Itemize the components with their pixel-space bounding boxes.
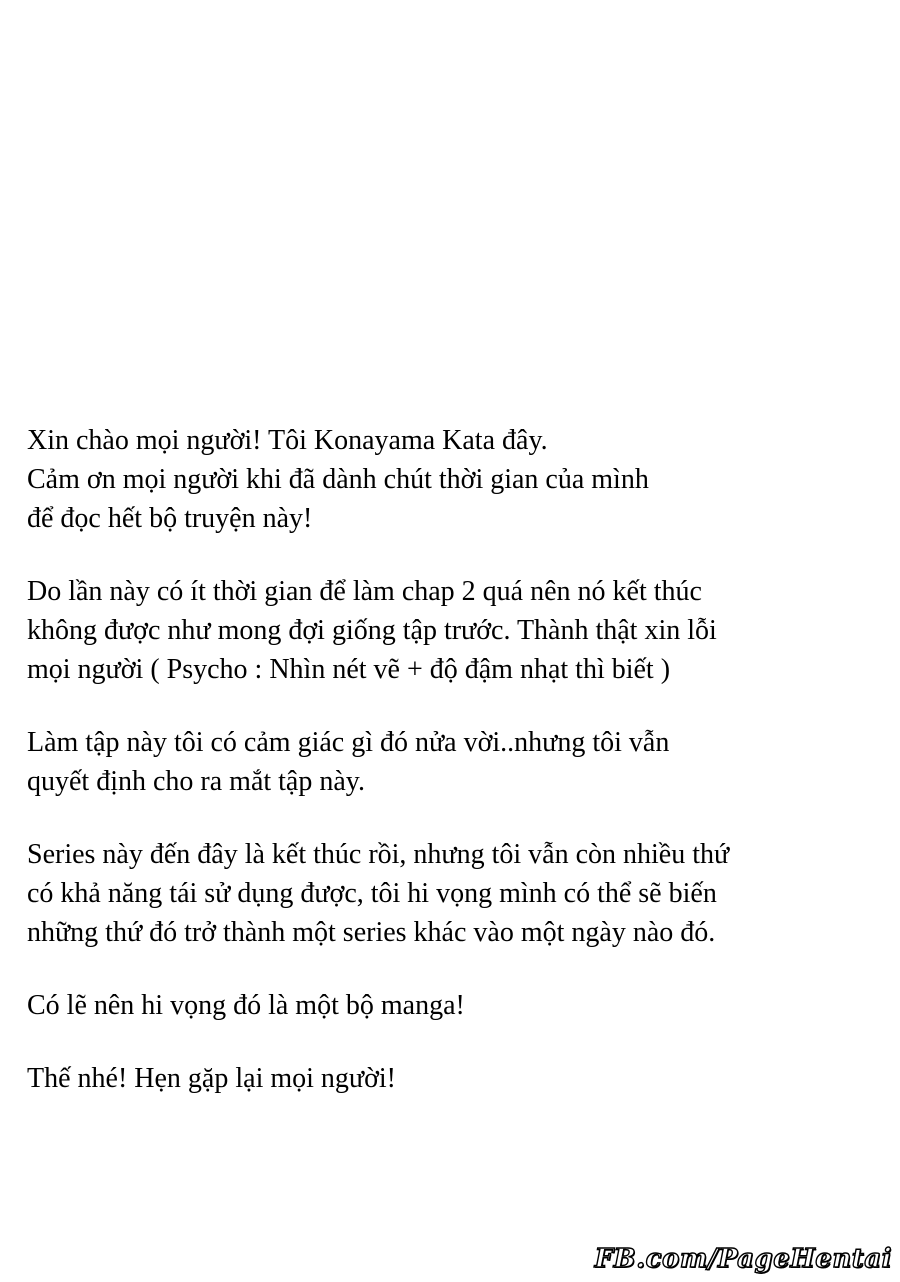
text-line: mọi người ( Psycho : Nhìn nét vẽ + độ đậm nhạt thì biết ) (27, 654, 671, 685)
text-line: quyết định cho ra mắt tập này. (27, 766, 365, 797)
text-line: Cảm ơn mọi người khi đã dành chút thời gian của mình (27, 464, 649, 495)
text-line: Do lần này có ít thời gian để làm chap 2 quá nên nó kết thúc (27, 576, 702, 607)
text-line: Có lẽ nên hi vọng đó là một bộ manga! (27, 990, 465, 1021)
text-line: Xin chào mọi người! Tôi Konayama Kata đây. (27, 425, 548, 456)
text-line: Làm tập này tôi có cảm giác gì đó nửa vời..nhưng tôi vẫn (27, 727, 670, 758)
text-line: có khả năng tái sử dụng được, tôi hi vọng mình có thể sẽ biến (27, 878, 717, 909)
text-line: những thứ đó trở thành một series khác vào một ngày nào đó. (27, 917, 716, 948)
text-line: Thế nhé! Hẹn gặp lại mọi người! (27, 1063, 396, 1094)
text-line: để đọc hết bộ truyện này! (27, 503, 313, 534)
paragraph-farewell (27, 1059, 887, 1098)
watermark: FB.com/PageHentai (594, 1244, 892, 1274)
paragraph-greeting (27, 421, 887, 538)
paragraph-feeling (27, 723, 887, 801)
paragraph-manga-hope (27, 986, 887, 1025)
text-line: Series này đến đây là kết thúc rồi, nhưng tôi vẫn còn nhiều thứ (27, 839, 730, 870)
text-line: không được như mong đợi giống tập trước. Thành thật xin lỗi (27, 615, 717, 646)
afterword-text (27, 421, 887, 1132)
paragraph-series-end (27, 835, 887, 952)
paragraph-apology (27, 572, 887, 689)
